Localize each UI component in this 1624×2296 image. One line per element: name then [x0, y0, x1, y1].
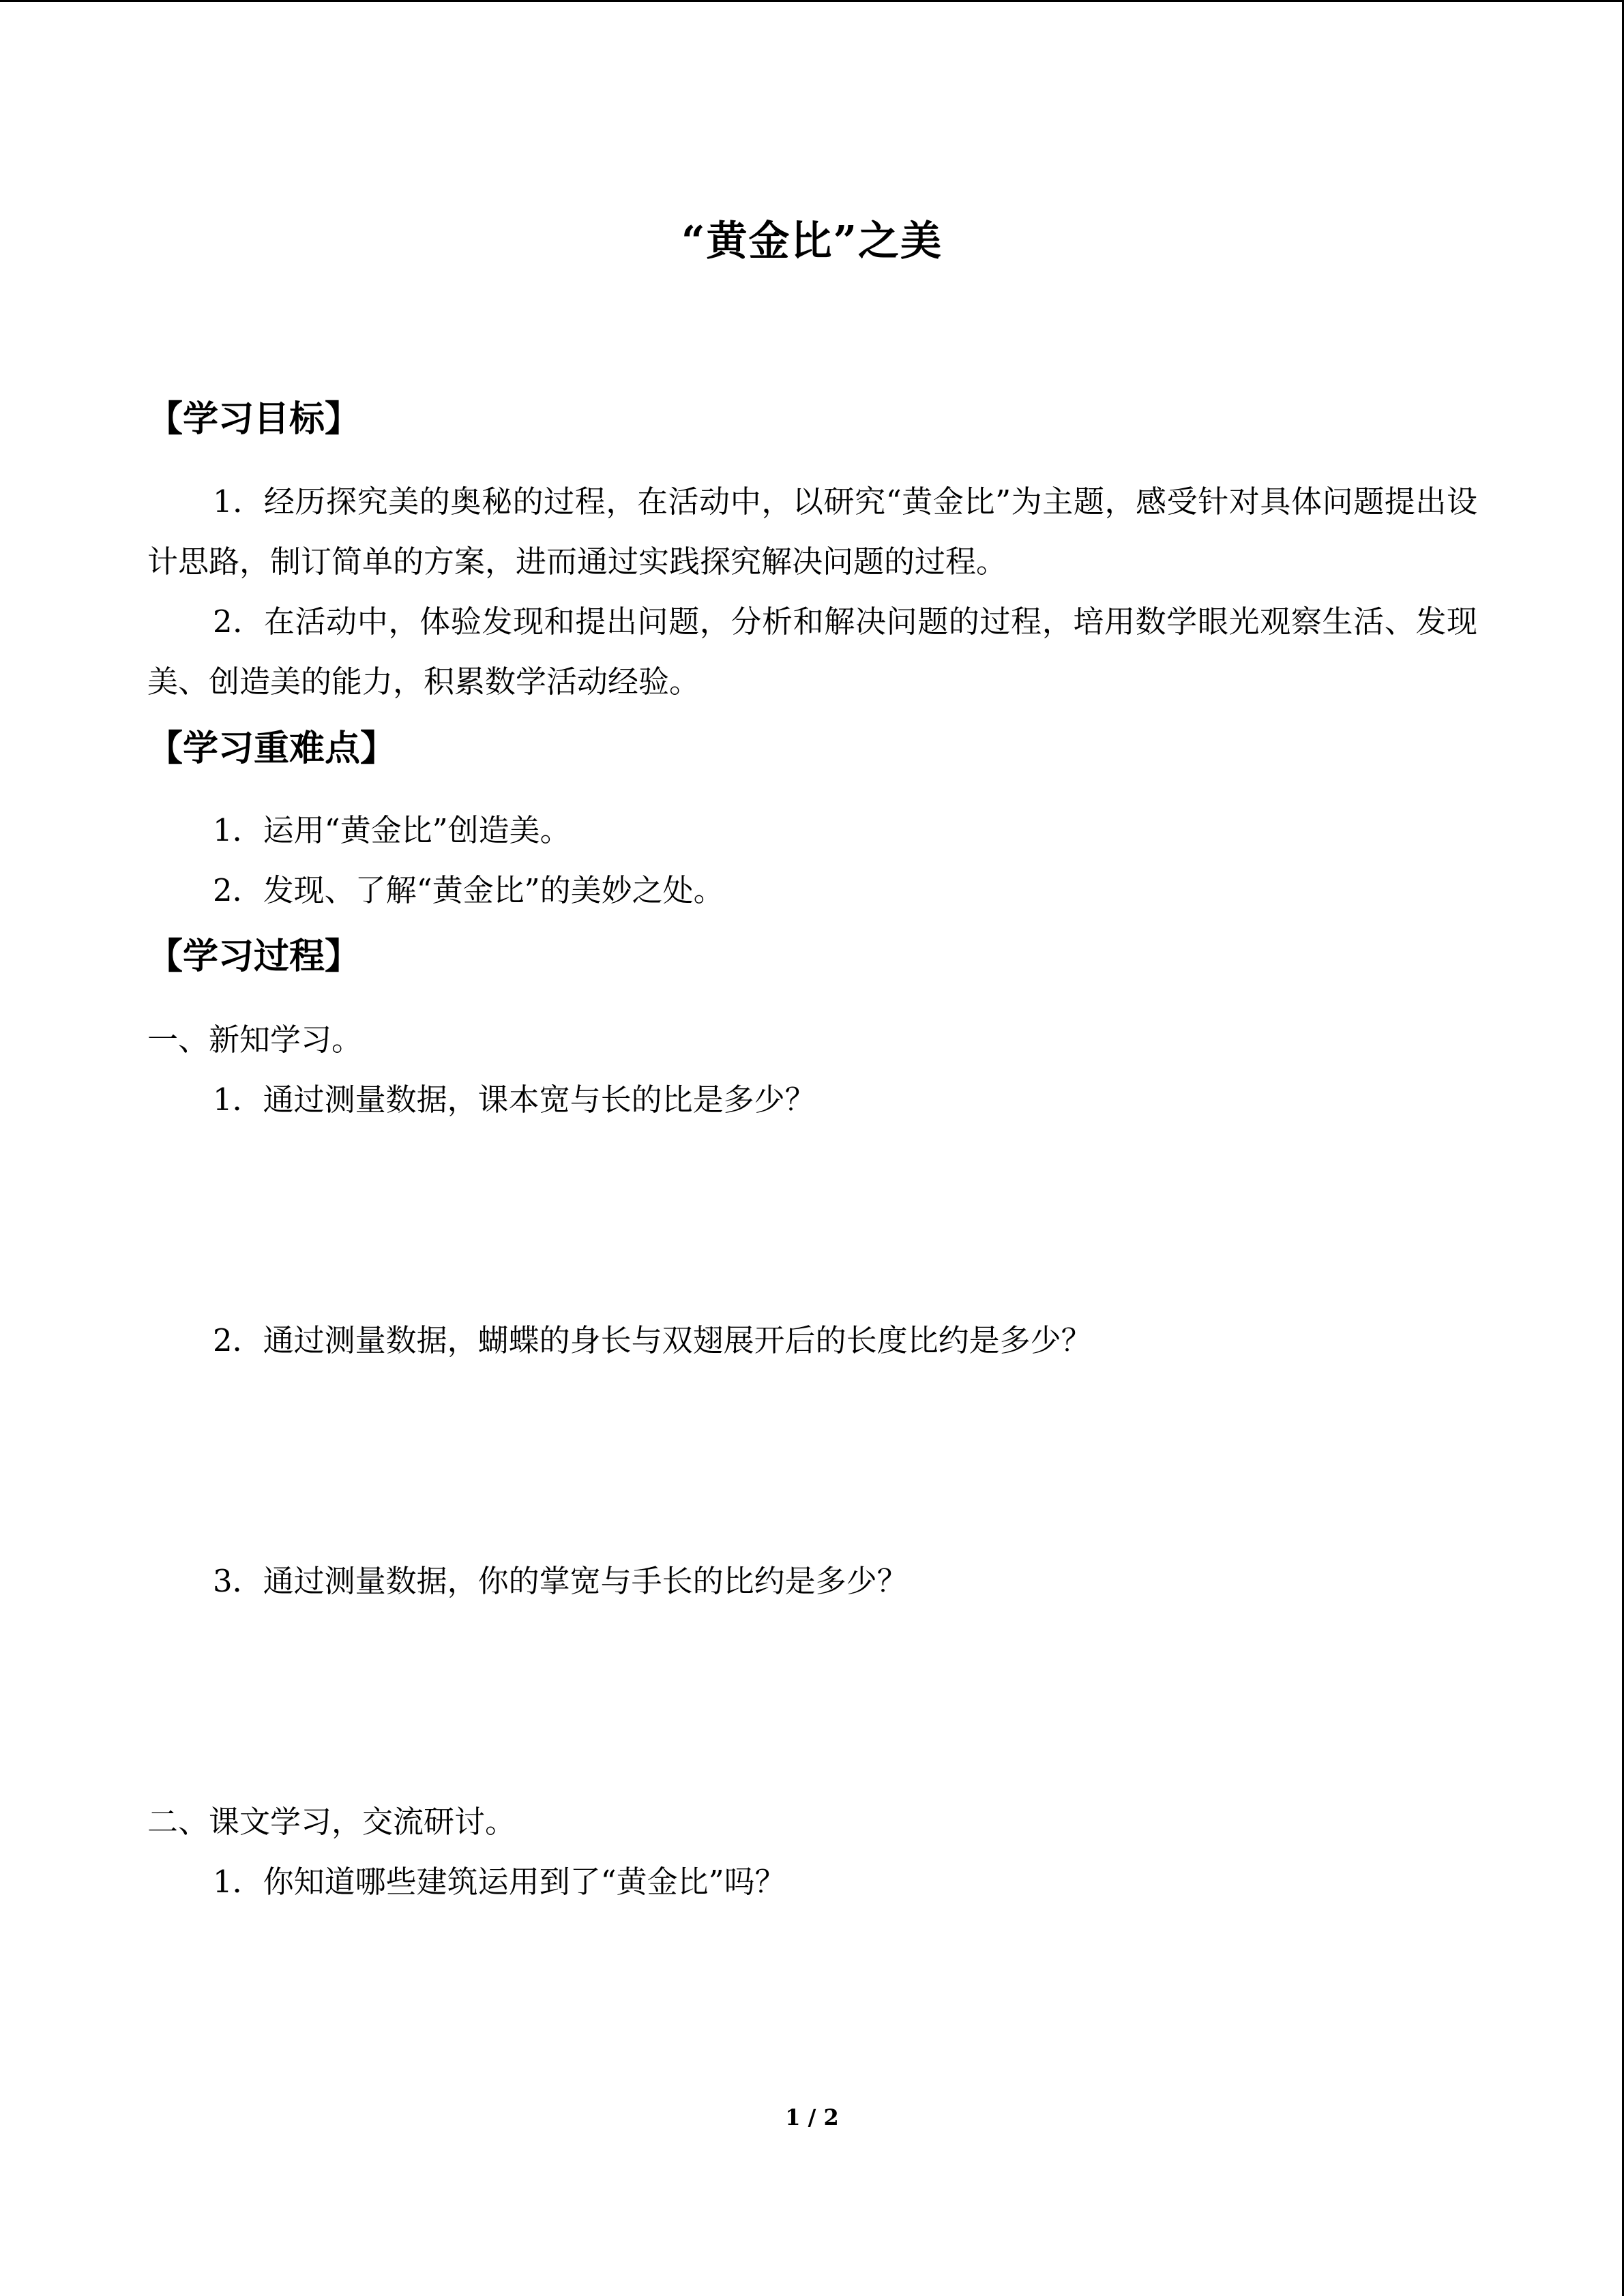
part2-title: 二、课文学习，交流研讨。: [147, 1804, 516, 1840]
document-title: “黄金比”之美: [681, 218, 943, 265]
part1-question-3: 3．通过测量数据，你的掌宽与手长的比约是多少？: [213, 1563, 908, 1599]
part1-question-2: 2．通过测量数据，蝴蝶的身长与双翅展开后的长度比约是多少？: [213, 1322, 1092, 1358]
objective-item-1: 1．经历探究美的奥秘的过程，在活动中，以研究“黄金比”为主题，感受针对具体问题提出设计思路，制订简单的方案，进而通过实践探究解决问题的过程。: [147, 483, 1477, 580]
part2-question-1: 1．你知道哪些建筑运用到了“黄金比”吗？: [213, 1864, 786, 1900]
objectives-heading: 【学习目标】: [147, 398, 361, 440]
page-number: 1 / 2: [785, 2104, 839, 2130]
key-point-item-1: 1．运用“黄金比”创造美。: [213, 812, 571, 848]
key-points-heading: 【学习重难点】: [147, 728, 396, 769]
process-heading: 【学习过程】: [147, 936, 361, 977]
part1-title: 一、新知学习。: [147, 1022, 363, 1058]
objective-item-2: 2．在活动中，体验发现和提出问题，分析和解决问题的过程，培用数学眼光观察生活、发现美、创造美的能力，积累数学活动经验。: [147, 603, 1477, 700]
part1-question-1: 1．通过测量数据，课本宽与长的比是多少？: [213, 1082, 816, 1118]
key-point-item-2: 2．发现、了解“黄金比”的美妙之处。: [213, 872, 724, 908]
page-top-border: [0, 0, 1624, 2]
